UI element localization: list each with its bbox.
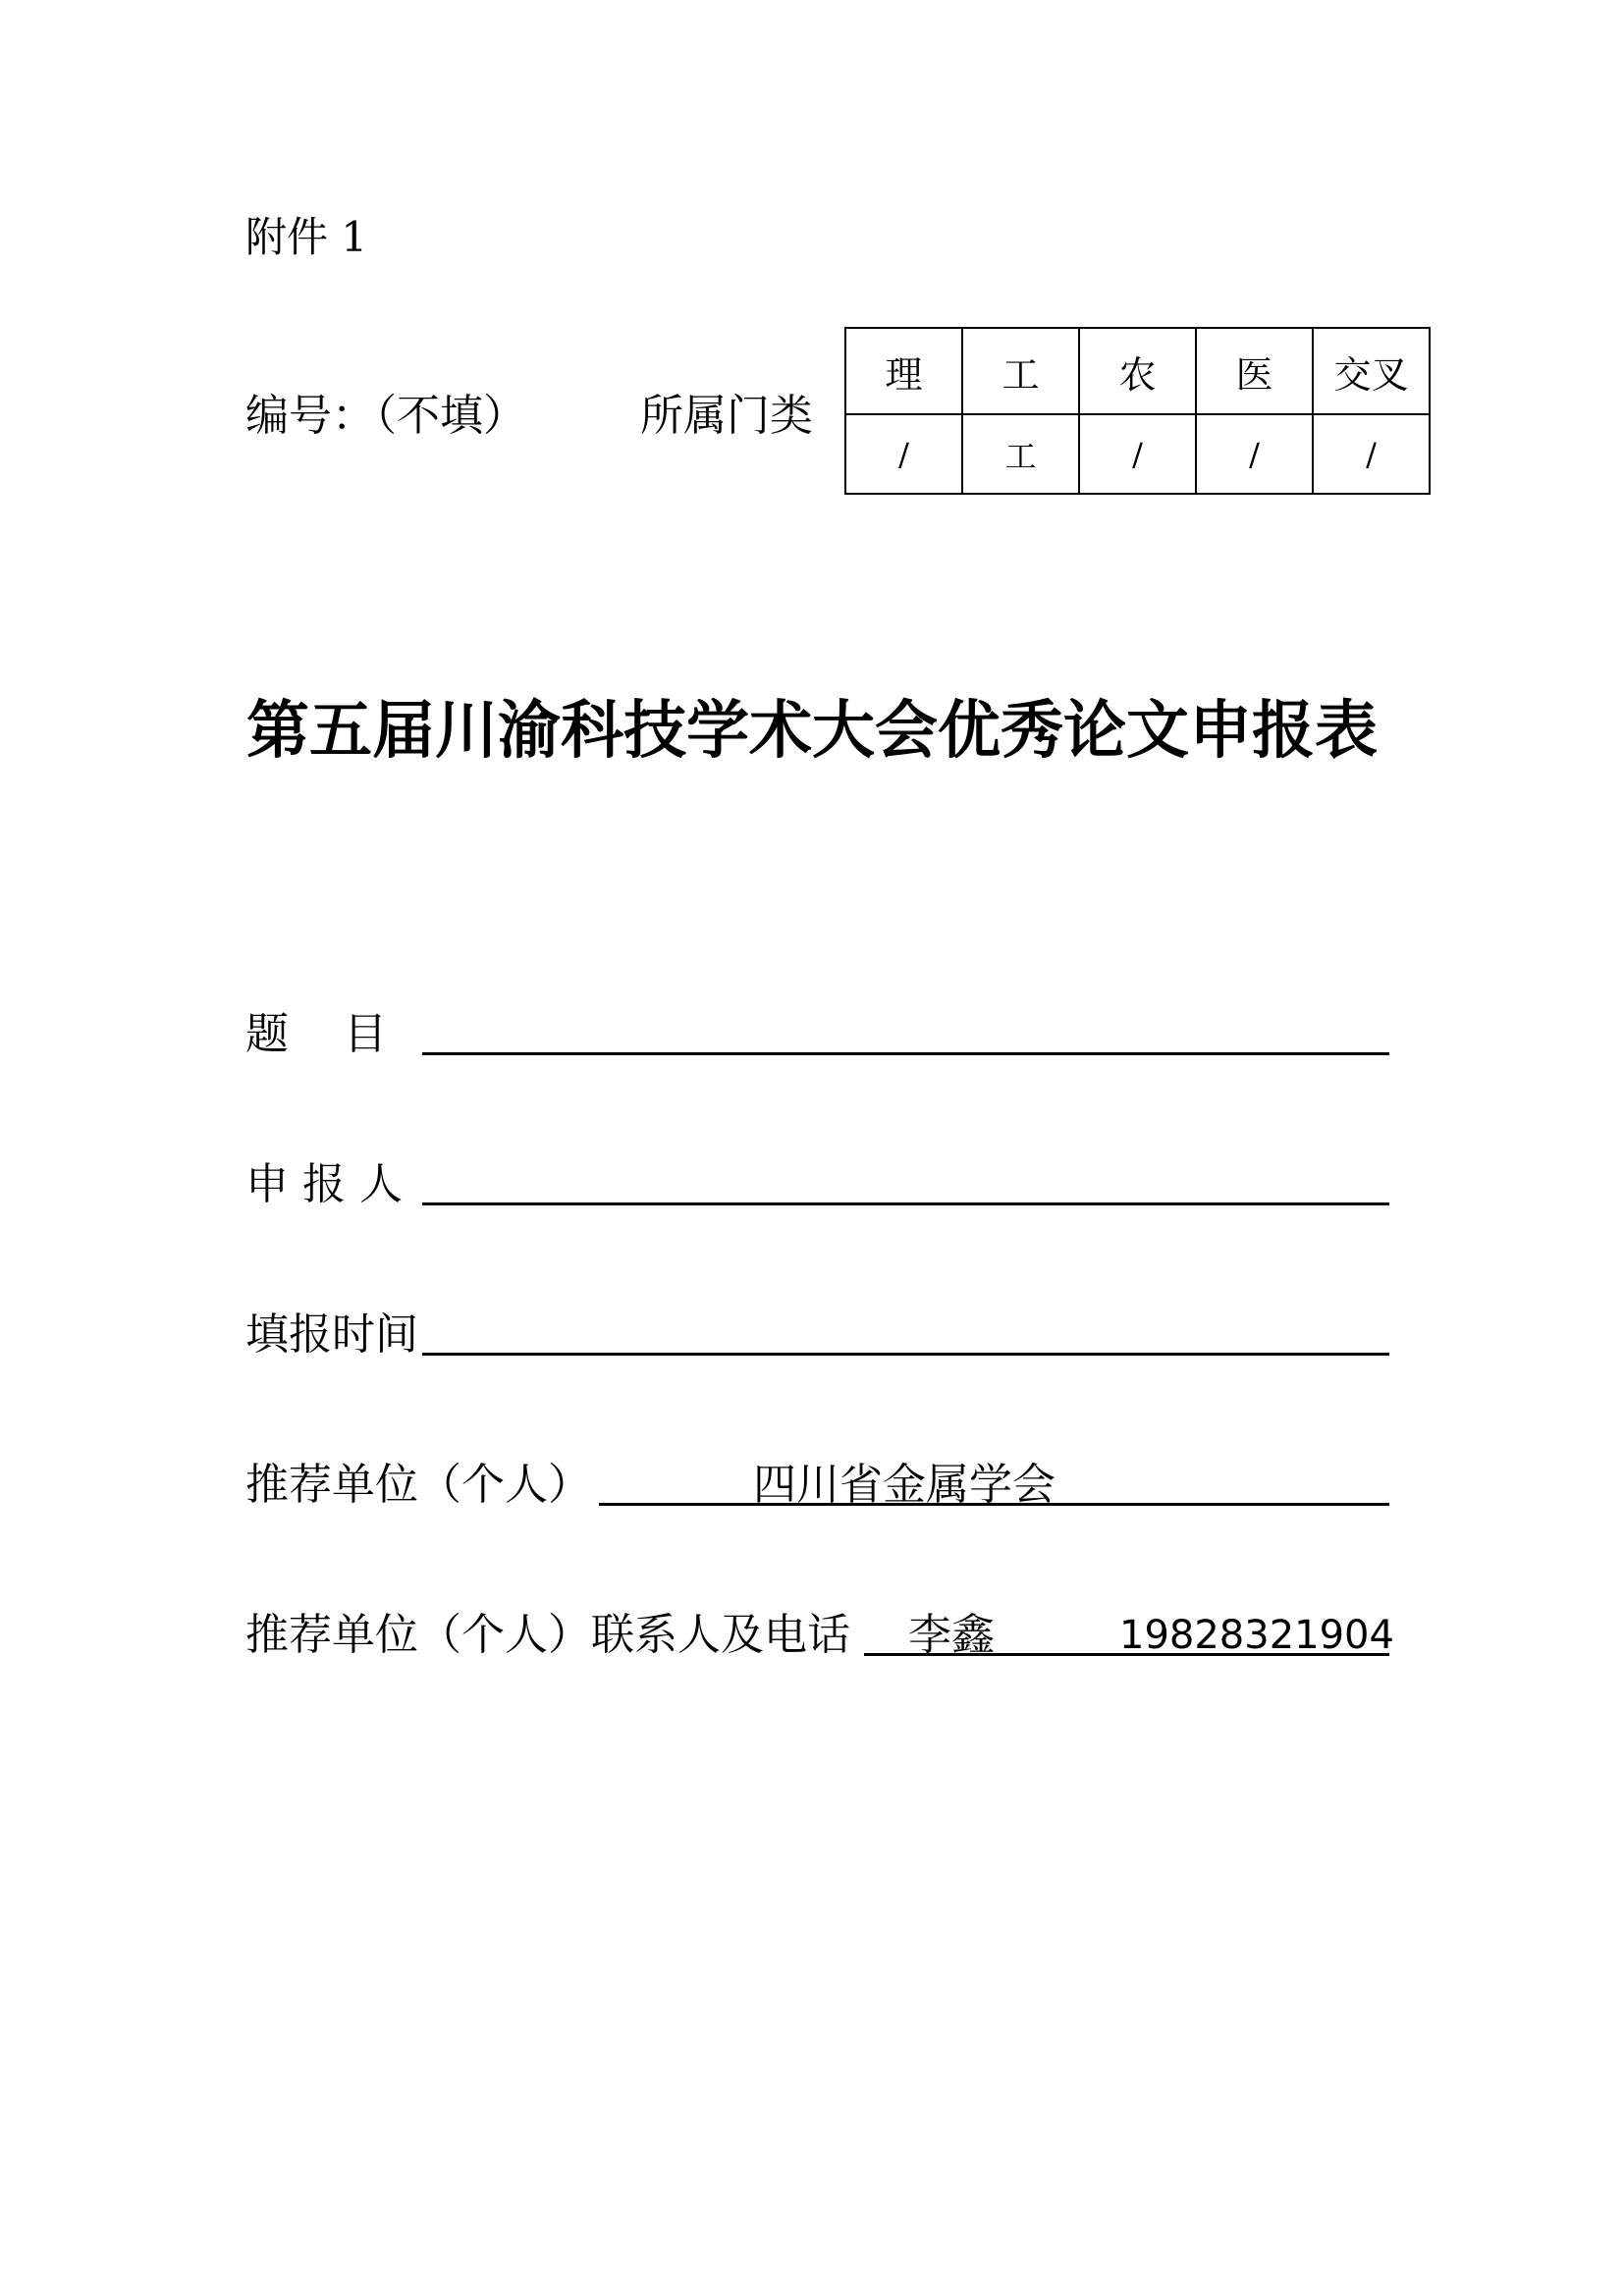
category-header-science: 理 bbox=[845, 328, 962, 414]
category-value-medicine: / bbox=[1196, 414, 1313, 494]
contact-label bbox=[245, 1604, 850, 1667]
date-label bbox=[245, 1304, 418, 1366]
topic-label bbox=[245, 1003, 387, 1066]
contact-name: 李鑫 bbox=[908, 1610, 995, 1660]
number-label: 编号：（不填） bbox=[245, 391, 526, 441]
topic-line[interactable] bbox=[422, 1052, 1389, 1055]
attachment-label: 附件 1 bbox=[245, 213, 368, 261]
category-header-agriculture: 农 bbox=[1079, 328, 1196, 414]
recommender-value: 四川省金属学会 bbox=[753, 1460, 1056, 1510]
category-header-engineering: 工 bbox=[962, 328, 1079, 414]
applicant-label-text: 申 报 人 bbox=[245, 1159, 403, 1209]
category-header-row bbox=[845, 328, 1430, 414]
applicant-label bbox=[245, 1153, 403, 1216]
category-header-medicine: 医 bbox=[1196, 328, 1313, 414]
contact-phone: 19828321904 bbox=[1119, 1613, 1394, 1658]
date-label-text: 填报时间 bbox=[245, 1309, 418, 1360]
applicant-line[interactable] bbox=[422, 1202, 1389, 1205]
contact-label-text: 推荐单位（个人）联系人及电话 bbox=[245, 1610, 850, 1660]
category-value-agriculture: / bbox=[1079, 414, 1196, 494]
category-value-engineering: 工 bbox=[962, 414, 1079, 494]
recommender-label bbox=[245, 1454, 591, 1517]
topic-label-text: 题 目 bbox=[245, 1009, 387, 1059]
category-value-science: / bbox=[845, 414, 962, 494]
category-label: 所属门类 bbox=[640, 391, 813, 441]
date-line[interactable] bbox=[422, 1353, 1389, 1356]
page-title: 第五届川渝科技学术大会优秀论文申报表 bbox=[246, 694, 1378, 768]
category-table bbox=[844, 327, 1431, 495]
category-value-row bbox=[845, 414, 1430, 494]
category-header-interdisciplinary: 交叉 bbox=[1313, 328, 1430, 414]
category-value-interdisciplinary: / bbox=[1313, 414, 1430, 494]
recommender-label-text: 推荐单位（个人） bbox=[245, 1460, 591, 1510]
